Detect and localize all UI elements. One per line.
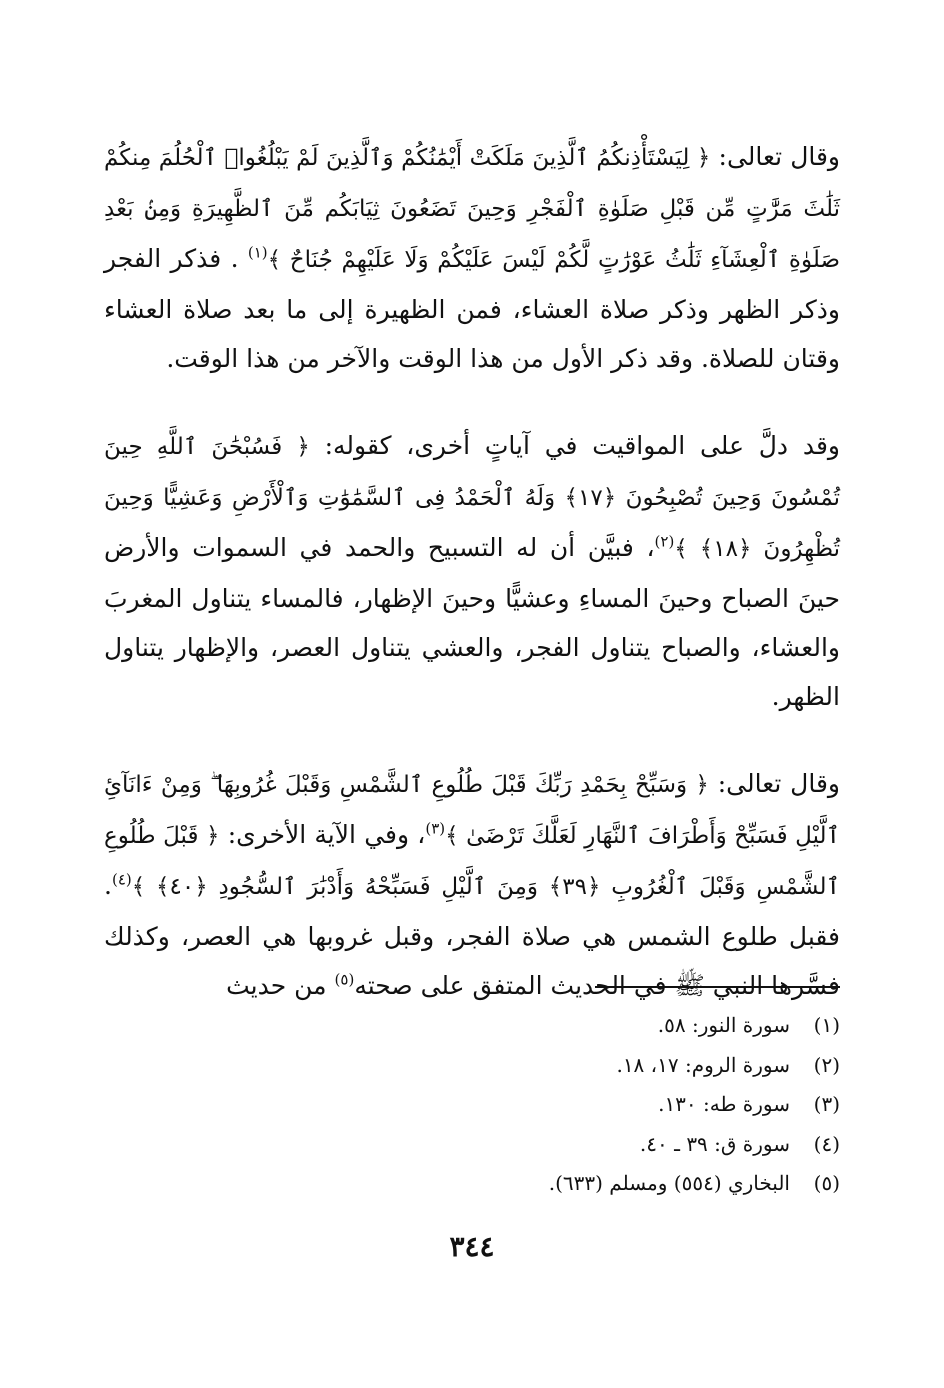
paragraph-2-text: ، فبيَّن أن له التسبيح والحمد في السموات والأرض حينَ الصباح وحينَ المساءِ وعشيًّا وحينَ الإظهار، فالمساء يتناول المغربَ والعشاء، والصباح يتناول الفجر، والعشي يتناول العصر، والإظهار يتناول الظهر. [104, 533, 840, 711]
footnote-item [104, 1046, 840, 1086]
quran-verse-qaf-39-40: ﴿ قَبْلَ طُلُوعِ ٱلشَّمْسِ وَقَبْلَ ٱلْغُرُوبِ ﴿٣٩﴾ وَمِنَ ٱلَّيْلِ فَسَبِّحْهُ وَأَدْبَٰرَ ٱلسُّجُودِ ﴿٤٠﴾ ﴾ [104, 823, 840, 900]
footnotes-list [104, 1006, 840, 1204]
quran-verse-taha-130: ﴿ وَسَبِّحْ بِحَمْدِ رَبِّكَ قَبْلَ طُلُوعِ ٱلشَّمْسِ وَقَبْلَ غُرُوبِهَا ۖ وَمِنْ ءَانَآئِ ٱلَّيْلِ فَسَبِّحْ وَأَطْرَافَ ٱلنَّهَارِ لَعَلَّكَ تَرْضَىٰ ﴾ [104, 772, 840, 849]
footnote-text: سورة ق: ٣٩ ـ ٤٠. [639, 1131, 790, 1156]
footnote-number: (٢) [813, 1052, 840, 1077]
paragraph-3-mid: ، وفي الآية الأخرى: [219, 820, 426, 849]
footnote-item [104, 1164, 840, 1204]
footnote-number: (١) [813, 1013, 840, 1037]
paragraph-3-intro: وقال تعالى: [708, 769, 840, 798]
paragraph-3-text: . فقبل طلوع الشمس هي صلاة الفجر، وقبل غروبها هي العصر، وكذلك فسَّرها النبي ﷺ في الحديث المتفق على صحته [104, 871, 840, 1000]
footnote-ref-3: (٣) [425, 819, 446, 838]
footnote-ref-1: (١) [247, 243, 268, 262]
footnote-item [104, 1006, 840, 1046]
page-body [104, 132, 840, 1048]
paragraph-1 [104, 132, 840, 383]
footnote-divider [595, 986, 840, 988]
paragraph-3-tail: من حديث [226, 971, 335, 1000]
footnote-text: البخاري (٥٥٤) ومسلم (٦٣٣). [548, 1171, 790, 1195]
footnote-ref-4: (٤) [111, 870, 132, 889]
footnote-number: (٥) [813, 1171, 840, 1195]
paragraph-2-intro: وقد دلَّ على المواقيت في آياتٍ أخرى، كقوله: [309, 431, 840, 460]
footnote-number: (٤) [813, 1131, 840, 1156]
quran-verse-nur-58: ﴿ لِيَسْتَأْذِنكُمُ ٱلَّذِينَ مَلَكَتْ أَيْمَٰنُكُمْ وَٱلَّذِينَ لَمْ يَبْلُغُوا۟ ٱلْحُلُمَ مِنكُمْ ثَلَٰثَ مَرَّٰتٍ مِّن قَبْلِ صَلَوٰةِ ٱلْفَجْرِ وَحِينَ تَضَعُونَ ثِيَابَكُم مِّنَ ٱلظَّهِيرَةِ وَمِنۢ بَعْدِ صَلَوٰةِ ٱلْعِشَآءِ ثَلَٰثُ عَوْرَٰتٍ لَّكُمْ لَيْسَ عَلَيْكُمْ وَلَا عَلَيْهِمْ جُنَاحٌ ﴾ [104, 145, 840, 273]
footnote-number: (٣) [813, 1092, 840, 1116]
footnote-item [104, 1085, 840, 1125]
footnote-text: سورة النور: ٥٨. [657, 1013, 790, 1037]
page-number: ٣٤٤ [449, 1230, 495, 1263]
footnote-text: سورة الروم: ١٧، ١٨. [616, 1052, 790, 1077]
footnote-ref-2: (٢) [654, 532, 675, 551]
paragraph-1-text: . فذكر الفجر وذكر الظهر وذكر صلاة العشاء، فمن الظهيرة إلى ما بعد صلاة العشاء وقتان للصلاة. وقد ذكر الأول من هذا الوقت والآخر من هذا الوقت. [104, 244, 840, 373]
footnote-item [104, 1125, 840, 1165]
footnote-ref-5: (٥) [334, 970, 355, 989]
footnote-text: سورة طه: ١٣٠. [658, 1092, 790, 1116]
paragraph-1-intro: وقال تعالى: [710, 142, 840, 171]
paragraph-3 [104, 759, 840, 1010]
paragraph-2 [104, 421, 840, 721]
quran-verse-rum-17-18: ﴿ فَسُبْحَٰنَ ٱللَّهِ حِينَ تُمْسُونَ وَحِينَ تُصْبِحُونَ ﴿١٧﴾ وَلَهُ ٱلْحَمْدُ فِى ٱلسَّمَٰوَٰتِ وَٱلْأَرْضِ وَعَشِيًّا وَحِينَ تُظْهِرُونَ ﴿١٨﴾ ﴾ [104, 434, 841, 562]
